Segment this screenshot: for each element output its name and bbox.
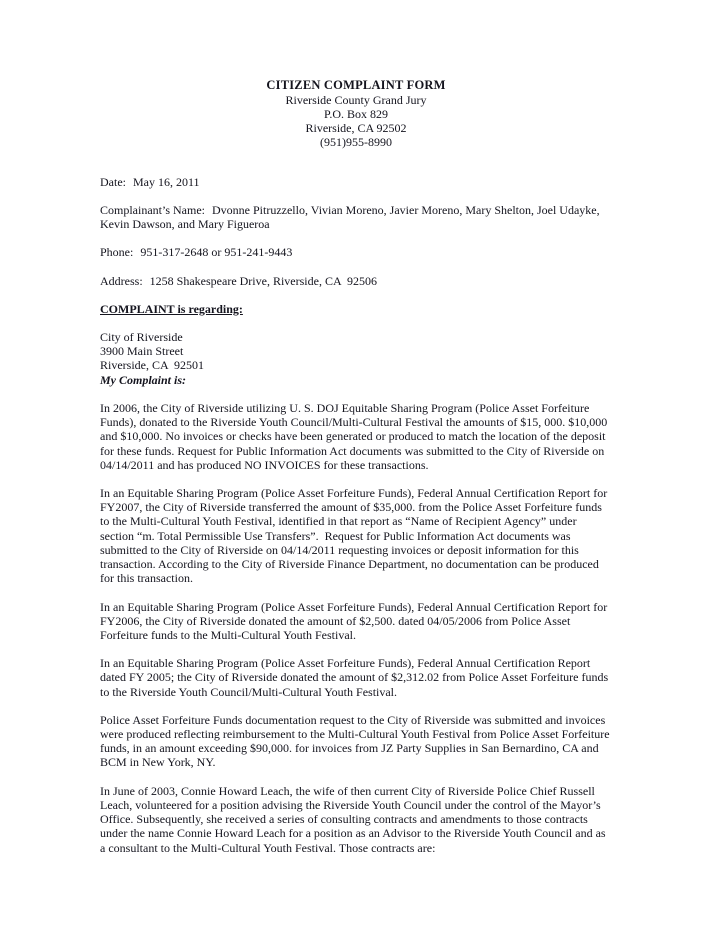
complainant-value: Dvonne Pitruzzello, Vivian Moreno, Javier Moreno, Mary Shelton, Joel Udayke, Kevin Dawson, and Mary Figueroa bbox=[100, 202, 603, 232]
phone-value: 951-317-2648 or 951-241-9443 bbox=[140, 245, 293, 260]
regarding-line-org: City of Riverside bbox=[100, 330, 183, 344]
complaint-paragraph-6: In June of 2003, Connie Howard Leach, the wife of then current City of Riverside Police Chief Russell Leach, volunteered for a position advising the Riverside Youth Council under the control of the Mayor’s Office. Subsequently, she received a series of consulting contracts and amendments to those contracts under the name Connie Howard Leach for a position as an Advisor to the Riverside Youth Council and as a consultant to the Multi-Cultural Youth Festival. Those contracts are: bbox=[100, 783, 609, 855]
complaint-paragraph-1: In 2006, the City of Riverside utilizing U. S. DOJ Equitable Sharing Program (Police Asset Forfeiture Funds), donated to the Riverside Youth Council/Multi-Cultural Festival the amounts of $15, 000. $10,000 and $10,000. No invoices or checks have been generated or produced to match the location of the deposit for these funds. Request for Public Information Act documents was submitted to the City of Riverside on 04/14/2011 and has produced NO INVOICES for these transactions. bbox=[100, 400, 611, 472]
letterhead-po-box: P.O. Box 829 bbox=[323, 107, 388, 122]
date-label: Date: bbox=[100, 174, 126, 189]
letterhead-phone: (951)955-8990 bbox=[320, 135, 392, 150]
address-label: Address: bbox=[100, 273, 143, 288]
field-date bbox=[100, 175, 612, 189]
field-complainant-name bbox=[100, 203, 612, 231]
complaint-paragraph-2: In an Equitable Sharing Program (Police Asset Forfeiture Funds), Federal Annual Certification Report for FY2007, the City of Riverside transferred the amount of $35,000. from the Police Asset Forfeiture funds to the Multi-Cultural Youth Festival, identified in that report as “Name of Recipient Agency” under section “m. Total Permissible Use Transfers”. Request for Public Information Act documents was submitted to the City of Riverside on 04/14/2011 requesting invoices or deposit information for this transaction. According to the City of Riverside Finance Department, no documentation can be produced for this transaction. bbox=[100, 485, 611, 586]
phone-label: Phone: bbox=[100, 245, 134, 260]
regarding-line-street: 3900 Main Street bbox=[100, 344, 184, 359]
regarding-heading: COMPLAINT is regarding: bbox=[100, 301, 243, 316]
letterhead bbox=[100, 78, 612, 150]
address-value: 1258 Shakespeare Drive, Riverside, CA 92506 bbox=[149, 273, 377, 288]
complaint-paragraph-4: In an Equitable Sharing Program (Police Asset Forfeiture Funds), Federal Annual Certification Report dated FY 2005; the City of Riverside donated the amount of $2,312.02 from Police Asset Forfeiture funds to the Riverside Youth Council/Multi-Cultural Youth Festival. bbox=[100, 656, 612, 699]
complaint-paragraph-3: In an Equitable Sharing Program (Police Asset Forfeiture Funds), Federal Annual Certification Report for FY2006, the City of Riverside donated the amount of $2,500. dated 04/05/2006 from Police Asset Forfeiture funds to the Multi-Cultural Youth Festival. bbox=[100, 599, 611, 642]
page-title: CITIZEN COMPLAINT FORM bbox=[266, 78, 446, 92]
letterhead-city: Riverside, CA 92502 bbox=[305, 121, 407, 136]
letterhead-org: Riverside County Grand Jury bbox=[285, 92, 427, 107]
complaint-heading: My Complaint is: bbox=[100, 372, 187, 387]
complaint-paragraph-5: Police Asset Forfeiture Funds documentation request to the City of Riverside was submitted and invoices were produced reflecting reimbursement to the Multi-Cultural Youth Festival from Police Asset Forfeiture funds, in an amount exceeding $90,000. for invoices from JZ Party Supplies in San Bernardino, CA and BCM in New York, NY. bbox=[100, 712, 613, 770]
complainant-label: Complainant’s Name: bbox=[100, 202, 205, 217]
date-value: May 16, 2011 bbox=[133, 174, 200, 189]
field-phone bbox=[100, 245, 612, 259]
field-address bbox=[100, 274, 612, 288]
regarding-line-city: Riverside, CA 92501 bbox=[100, 358, 204, 373]
